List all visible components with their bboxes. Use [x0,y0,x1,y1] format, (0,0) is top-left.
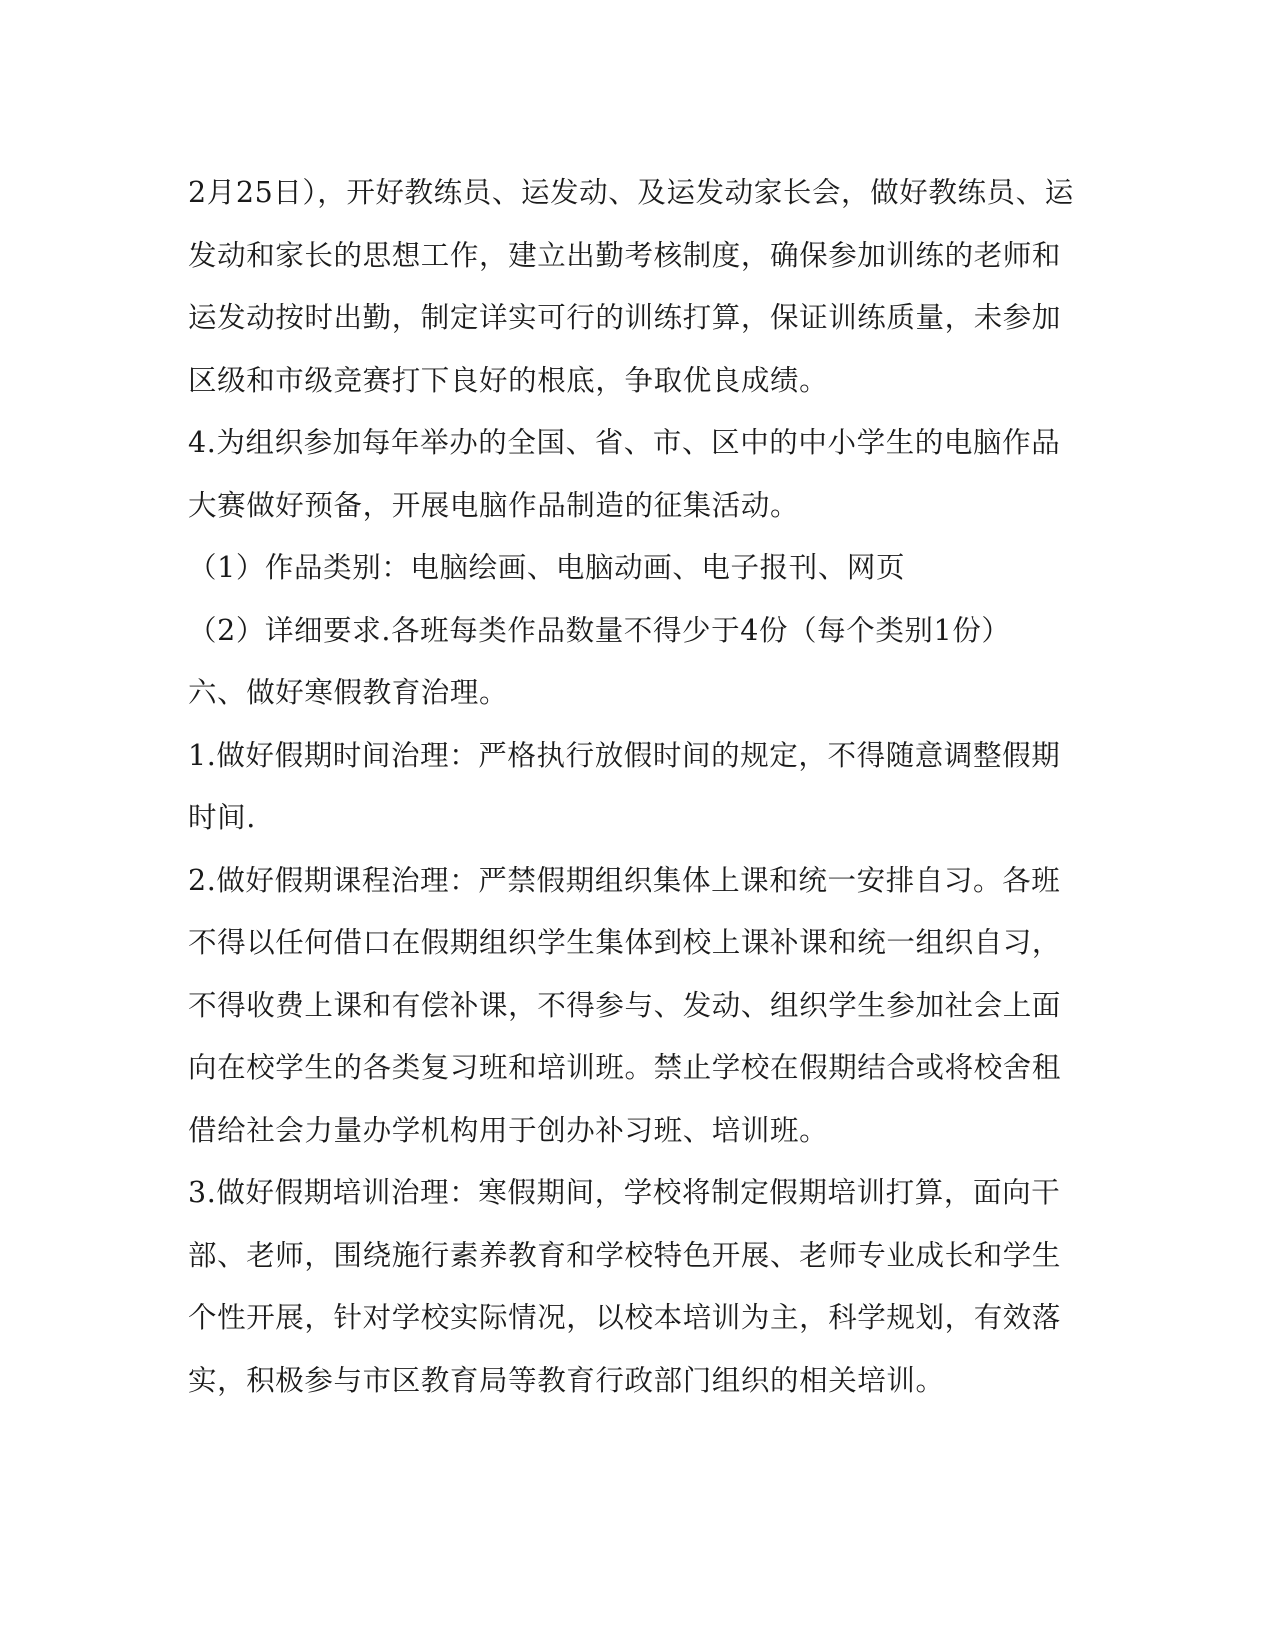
text-line: （1）作品类别：电脑绘画、电脑动画、电子报刊、网页 [188,551,906,584]
text-line: 运发动按时出勤，制定详实可行的训练打算，保证训练质量，未参加 [188,301,1062,334]
section-heading: 六、做好寒假教育治理。 [188,676,509,709]
text-line: 向在校学生的各类复习班和培训班。禁止学校在假期结合或将校舍租 [188,1051,1062,1084]
text-line: 1.做好假期时间治理：严格执行放假时间的规定，不得随意调整假期 [188,738,1061,772]
text-line: 2月25日），开好教练员、运发动、及运发动家长会，做好教练员、运 [188,176,1074,209]
text-line: 借给社会力量办学机构用于创办补习班、培训班。 [188,1113,829,1147]
text-line: 发动和家长的思想工作，建立出勤考核制度，确保参加训练的老师和 [188,238,1062,272]
text-line: 时间. [188,801,256,834]
text-line: 部、老师，围绕施行素养教育和学校特色开展、老师专业成长和学生 [188,1238,1062,1272]
text-line: 4.为组织参加每年举办的全国、省、市、区中的中小学生的电脑作品 [188,426,1061,459]
text-line: 大赛做好预备，开展电脑作品制造的征集活动。 [188,488,800,522]
text-line: （2）详细要求.各班每类作品数量不得少于4份（每个类别1份） [188,613,1011,647]
text-line: 2.做好假期课程治理：严禁假期组织集体上课和统一安排自习。各班 [188,863,1061,897]
text-line: 实，积极参与市区教育局等教育行政部门组织的相关培训。 [188,1363,945,1397]
text-line: 不得以任何借口在假期组织学生集体到校上课补课和统一组织自习， [188,926,1062,959]
text-line: 区级和市级竞赛打下良好的根底，争取优良成绩。 [188,363,829,397]
text-line: 不得收费上课和有偿补课，不得参与、发动、组织学生参加社会上面 [188,988,1062,1022]
text-line: 3.做好假期培训治理：寒假期间，学校将制定假期培训打算，面向干 [188,1176,1061,1209]
text-line: 个性开展，针对学校实际情况，以校本培训为主，科学规划，有效落 [188,1301,1062,1334]
document-body [188,162,1088,1412]
